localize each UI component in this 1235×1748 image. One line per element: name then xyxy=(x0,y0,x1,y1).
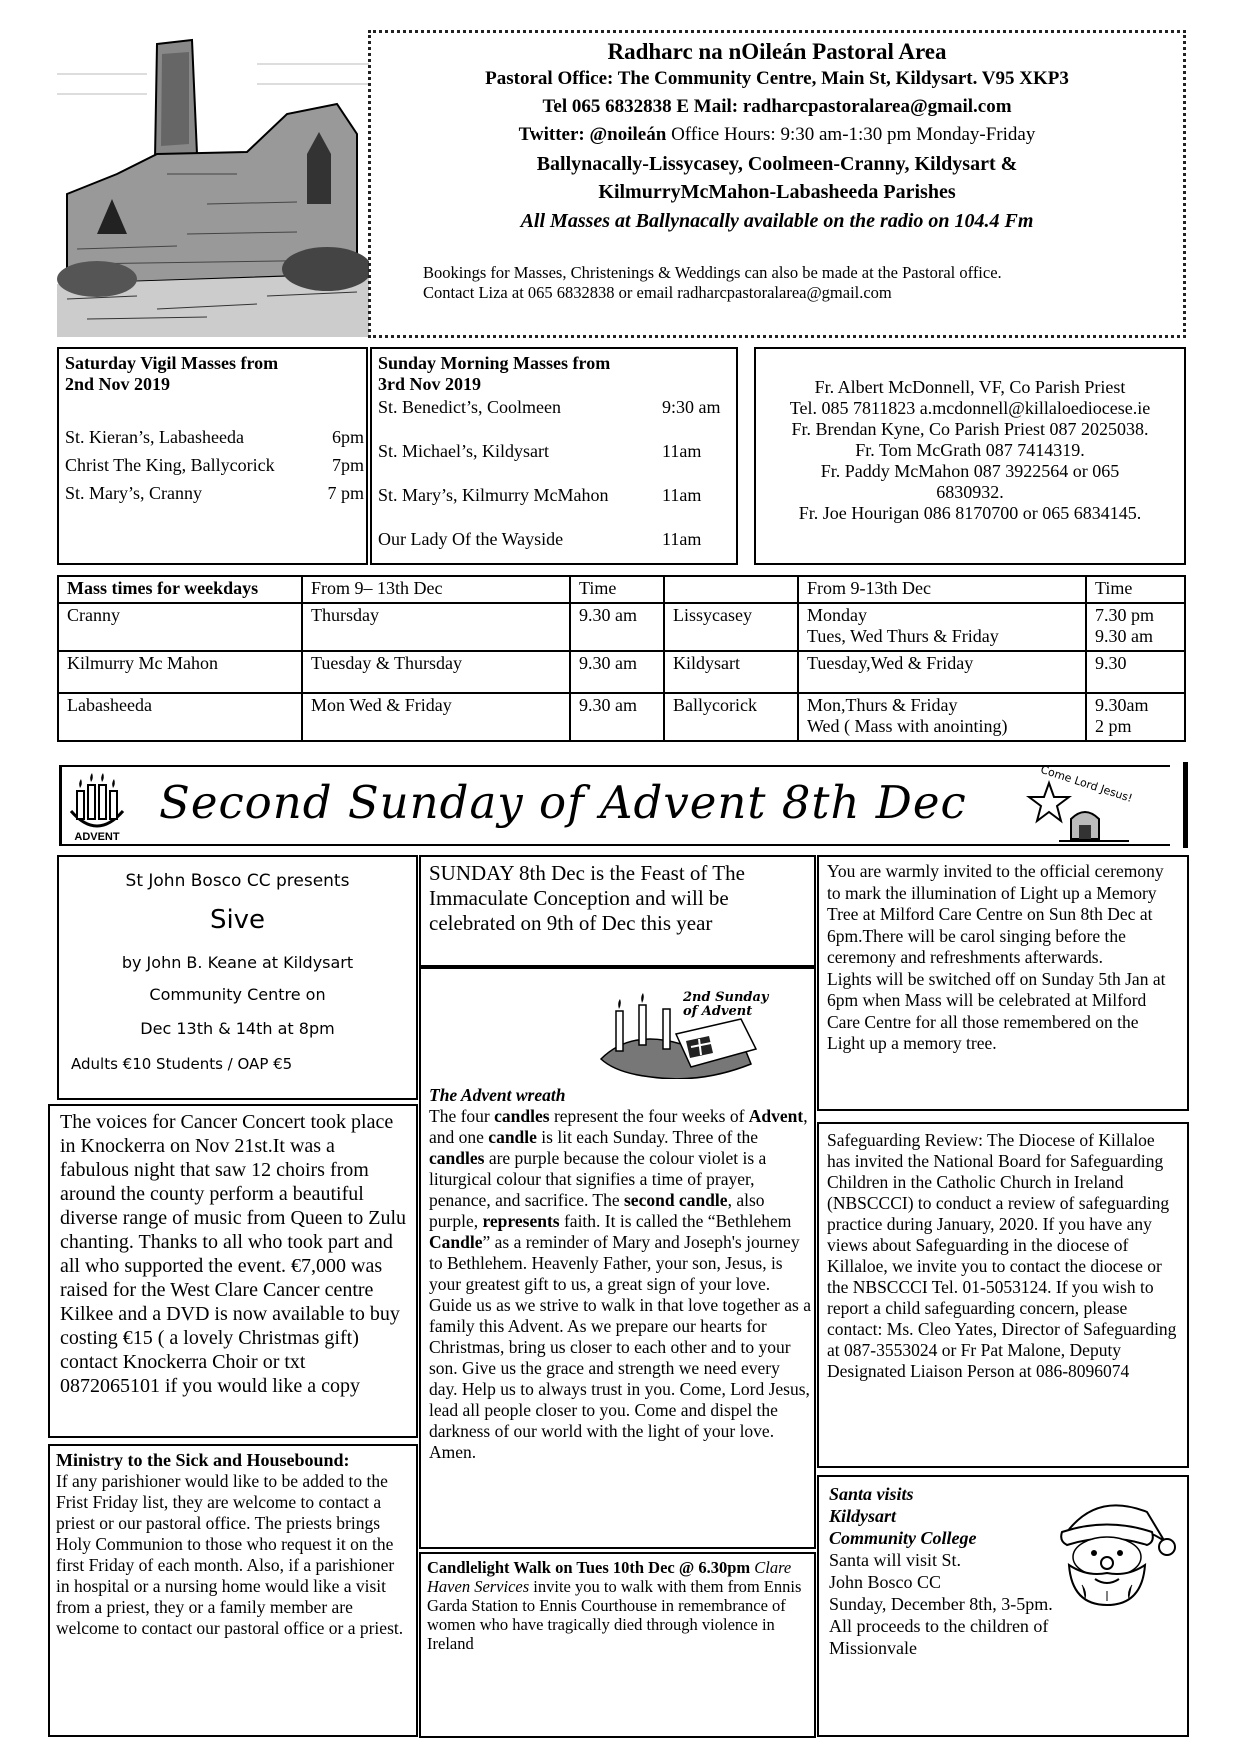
sive-play-notice xyxy=(57,855,418,1100)
contact-line: Tel 065 6832838 E Mail: radharcpastoralarea@gmail.com xyxy=(542,96,1012,117)
wreath-bold-run: Advent xyxy=(748,1106,804,1126)
table-cell: Thursday xyxy=(302,603,570,651)
candlelight-text: invite you to walk with them from Ennis Garda Station to Ennis Courthouse in remembrance of women who have tragically died through violence in Ireland xyxy=(427,1577,802,1653)
table-row xyxy=(58,693,1185,741)
wreath-text-run: , and one xyxy=(429,1106,808,1147)
wreath-image-caption: 2nd Sunday of Advent xyxy=(683,990,769,1019)
table-header-row xyxy=(58,576,1185,603)
table-header xyxy=(664,576,798,603)
immaculate-conception-notice xyxy=(419,855,816,967)
table-cell: Monday Tues, Wed Thurs & Friday xyxy=(798,603,1086,651)
header-box xyxy=(368,30,1186,338)
come-lord-jesus-logo xyxy=(1019,761,1139,847)
concert-text: The voices for Cancer Concert took place in Knockerra on Nov 21st.It was a fabulous night that saw 12 choirs from around the county perform a beautiful diverse range of music from Queen to Zulu chanting. Thanks to all who took part and all who supported the event. €7,000 was raised for the West Clare Cancer centre Kilkee and a DVD is now available to buy costing €15 ( a lovely Christmas gift) contact Knockerra Choir or txt 0872065101 if you would like a copy xyxy=(60,1111,407,1397)
bookings-info xyxy=(423,263,1183,303)
saturday-vigil-masses xyxy=(57,347,368,565)
safeguarding-text: Safeguarding Review: The Diocese of Killaloe has invited the National Board for Safeguarding Children in the Catholic Church in Ireland (NBSCCCI) to conduct a review of safeguarding practice during January, 2020. If you have any views about Safeguarding in the diocese of Killaloe, we invite you to contact the diocese or the NBSCCCI Tel. 01-5053124. If you wish to report a child safeguarding concern, please contact: Ms. Cleo Yates, Director of Safeguarding at 087-3553024 or Fr Pat Malone, Deputy Designated Liaison Person at 086-8096074 xyxy=(827,1130,1177,1381)
parishes-line-1: Ballynacally-Lissycasey, Coolmeen-Cranny, Kildysart & xyxy=(536,153,1018,175)
santa-heading: Santa visits Kildysart Community College xyxy=(829,1484,977,1548)
table-cell: Tuesday & Thursday xyxy=(302,651,570,693)
banner-left-border xyxy=(59,765,62,846)
ministry-text: If any parishioner would like to be added to the Frist Friday list, they are welcome to contact a priest or our pastoral office. The priests brings Holy Communion to those who request it on the first Friday of each month. Also, if a parishioner in hospital or a nursing home would like a visit from a priest, they or a family member are welcome to contact our pastoral office or a priest. xyxy=(56,1471,404,1638)
wreath-bold-run: candles xyxy=(494,1106,550,1126)
church-ruin-illustration xyxy=(57,34,369,337)
sunday-heading: Sunday Morning Masses from 3rd Nov 2019 xyxy=(378,353,611,394)
table-cell: 9.30 am xyxy=(570,693,664,741)
wreath-heading: The Advent wreath xyxy=(429,1085,566,1105)
ministry-notice xyxy=(48,1444,418,1737)
table-cell: Kilmurry Mc Mahon xyxy=(58,651,302,693)
candlelight-heading: Candlelight Walk on Tues 10th Dec @ 6.30pm xyxy=(427,1558,751,1577)
wreath-text-run: faith. It is called the “Bethlehem xyxy=(559,1211,792,1231)
play-author-venue: by John B. Keane at Kildysart xyxy=(121,953,354,972)
table-header: Mass times for weekdays xyxy=(58,576,302,603)
advent-candles-logo xyxy=(65,771,129,843)
table-cell: 9.30am 2 pm xyxy=(1086,693,1185,741)
table-cell: Mon,Thurs & Friday Wed ( Mass with anointing) xyxy=(798,693,1086,741)
wreath-text-run: are purple because the colour violet is a liturgical colour that signifies a time of prayer, penance, and sacrifice. The xyxy=(429,1148,767,1210)
table-header: Time xyxy=(570,576,664,603)
advent-banner-title: Second Sunday of Advent 8th Dec xyxy=(159,776,967,829)
sunday-church-0: St. Benedict’s, Coolmeen xyxy=(378,397,561,417)
table-cell: Cranny xyxy=(58,603,302,651)
table-header: From 9– 13th Dec xyxy=(302,576,570,603)
table-cell: 7.30 pm 9.30 am xyxy=(1086,603,1185,651)
sunday-church-2: St. Mary’s, Kilmurry McMahon xyxy=(378,485,609,505)
pastoral-area-title: Radharc na nOileán Pastoral Area xyxy=(607,39,947,64)
banner-right-border xyxy=(1183,762,1188,848)
wreath-bold-run: candle xyxy=(488,1127,537,1147)
come-lord-jesus-text: Come Lord Jesus! xyxy=(1038,763,1135,805)
wreath-text-run: ” as a reminder of Mary and Joseph's journey to Bethlehem. Heavenly Father, your son, Jesus, is your greatest gift to us, a great sign of your love. Guide us as we strive to walk in that love together as a family this Advent. As we prepare our hearts for Christmas, bring us closer to each other and to your son. Give us the grace and strength we need every day. Help us to always trust in you. Come, Lord Jesus, lead all people closer to you. Come and dispel the darkness of our world with the light of your love. Amen. xyxy=(429,1232,811,1462)
advent-banner xyxy=(59,765,1170,846)
ministry-heading: Ministry to the Sick and Housebound: xyxy=(56,1450,350,1470)
play-venue: Community Centre on xyxy=(149,985,326,1004)
table-header: From 9-13th Dec xyxy=(798,576,1086,603)
wreath-text-run: , also purple, xyxy=(429,1190,765,1231)
wreath-text-run: represent the four weeks of xyxy=(549,1106,749,1126)
santa-text: Santa will visit St. John Bosco CC Sunday, December 8th, 3-5pm. All proceeds to the children of Missionvale xyxy=(829,1550,1053,1658)
table-cell: Labasheeda xyxy=(58,693,302,741)
twitter-handle: Twitter: @noileán xyxy=(518,124,667,145)
candlelight-walk-notice xyxy=(419,1552,816,1738)
table-row xyxy=(58,603,1185,651)
advent-logo-label: ADVENT xyxy=(74,831,120,843)
play-prices: Adults €10 Students / OAP €5 xyxy=(71,1055,293,1073)
weekday-mass-table xyxy=(57,575,1186,742)
table-cell: Kildysart xyxy=(664,651,798,693)
twitter-hours-line xyxy=(371,124,1183,146)
table-cell: Lissycasey xyxy=(664,603,798,651)
play-title: Sive xyxy=(209,905,266,935)
pastoral-office-line: Pastoral Office: The Community Centre, Main St, Kildysart. V95 XKP3 xyxy=(485,68,1069,89)
wreath-body xyxy=(429,1085,811,1463)
radio-line: All Masses at Ballynacally available on the radio on 104.4 Fm xyxy=(520,210,1034,232)
wreath-text-run: The four xyxy=(429,1106,495,1126)
sunday-time-3: 11am xyxy=(662,529,702,549)
wreath-text-run: is lit each Sunday. Three of the xyxy=(536,1127,759,1147)
safeguarding-notice xyxy=(817,1122,1189,1468)
cancer-concert-notice xyxy=(48,1104,418,1438)
sunday-time-1: 11am xyxy=(662,441,702,461)
sunday-church-1: St. Michael’s, Kildysart xyxy=(378,441,549,461)
table-row xyxy=(58,651,1185,693)
candlelight-org: Clare Haven Services xyxy=(427,1558,792,1596)
sunday-church-3: Our Lady Of the Wayside xyxy=(378,529,564,549)
saturday-time-0: 6pm xyxy=(331,427,364,447)
bookings-line-1: Bookings for Masses, Christenings & Weddings can also be made at the Pastoral office. xyxy=(423,263,1002,282)
play-presenter: St John Bosco CC presents xyxy=(125,871,350,891)
memory-tree-text: You are warmly invited to the official ceremony to mark the illumination of Light up a Memory Tree at Milford Care Centre on Sun 8th Dec at 6pm.There will be carol singing before the ceremony and refreshments afterwards. Lights will be switched off on Sunday 5th Jan at 6pm when Mass will be celebrated at Milford Care Centre for all those remembered on the Light up a memory tree. xyxy=(827,861,1166,1053)
table-header: Time xyxy=(1086,576,1185,603)
santa-visit-notice xyxy=(817,1475,1189,1737)
office-hours: Office Hours: 9:30 am-1:30 pm Monday-Friday xyxy=(671,124,1036,145)
immaculate-text: SUNDAY 8th Dec is the Feast of The Immaculate Conception and will be celebrated on 9th of Dec this year xyxy=(429,861,745,935)
advent-wreath-image xyxy=(591,989,771,1079)
table-cell: 9.30 am xyxy=(570,603,664,651)
saturday-church-1: Christ The King, Ballycorick xyxy=(65,455,275,475)
saturday-church-2: St. Mary’s, Cranny xyxy=(65,483,202,503)
table-cell: Mon Wed & Friday xyxy=(302,693,570,741)
saturday-church-0: St. Kieran’s, Labasheeda xyxy=(65,427,244,447)
wreath-bold-run: candles xyxy=(429,1148,485,1168)
sunday-time-2: 11am xyxy=(662,485,702,505)
wreath-bold-run: represents xyxy=(482,1211,560,1231)
table-cell: Ballycorick xyxy=(664,693,798,741)
priests-contacts xyxy=(754,347,1186,565)
wreath-bold-run: second candle xyxy=(624,1190,728,1210)
memory-tree-notice xyxy=(817,855,1189,1111)
wreath-bold-run: Candle xyxy=(429,1232,483,1252)
saturday-time-1: 7pm xyxy=(331,455,364,475)
priests-list: Fr. Albert McDonnell, VF, Co Parish Priest Tel. 085 7811823 a.mcdonnell@killaloediocese.ie Fr. Brendan Kyne, Co Parish Priest 087 2025038. Fr. Tom McGrath 087 7414319. Fr. Paddy McMahon 087 3922564 or 065 6830932. Fr. Joe Hourigan 086 8170700 or 065 6834145. xyxy=(789,377,1151,523)
candlelight-body xyxy=(427,1558,808,1653)
sunday-time-0: 9:30 am xyxy=(662,397,721,417)
saturday-heading: Saturday Vigil Masses from 2nd Nov 2019 xyxy=(65,353,279,394)
play-dates: Dec 13th & 14th at 8pm xyxy=(140,1019,335,1038)
table-cell: Tuesday,Wed & Friday xyxy=(798,651,1086,693)
sunday-morning-masses xyxy=(370,347,738,565)
wreath-text xyxy=(429,1106,811,1463)
table-cell: 9.30 am xyxy=(570,651,664,693)
table-cell: 9.30 xyxy=(1086,651,1185,693)
bookings-line-2: Contact Liza at 065 6832838 or email radharcpastoralarea@gmail.com xyxy=(423,283,892,302)
santa-face-icon xyxy=(1047,1487,1177,1607)
saturday-time-2: 7 pm xyxy=(327,483,364,503)
parishes-line-2: KilmurryMcMahon-Labasheeda Parishes xyxy=(598,181,956,203)
advent-wreath-notice xyxy=(419,967,816,1549)
